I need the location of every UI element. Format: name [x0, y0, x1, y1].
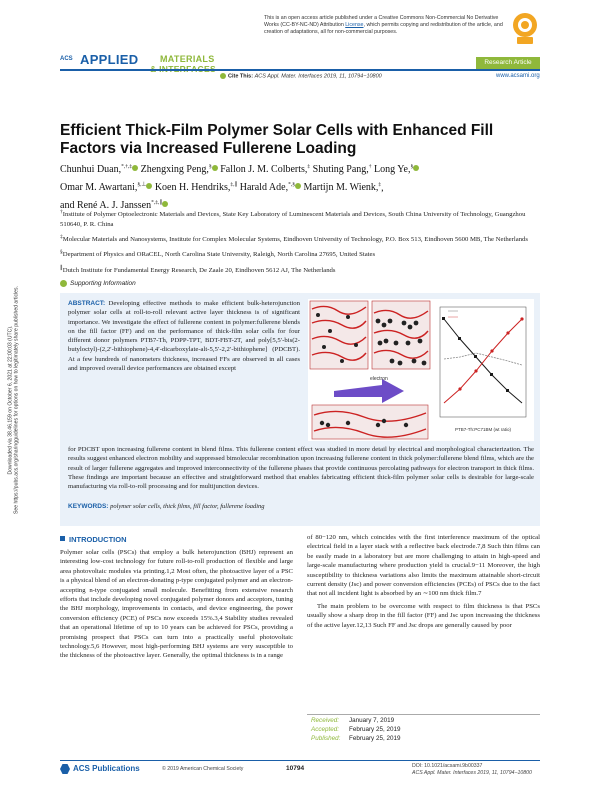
electron-arrow-icon — [334, 379, 404, 403]
graphic-plot — [440, 307, 526, 432]
abstract-text: ABSTRACT: Developing effective methods to make efficient bulk-heterojunction polymer solar cells at roll-to-roll relevant active layer thickness is of significant importance. We investigate the effect of fullerene content in polymer:fullerene blends on the fill factor (FF) and on the performance of thick-film solar cells for four different donor polymers PTB7-Th, PDPP-TPT, BDT-FBT-2T, and poly[5,5′-bis(2-butyloctyl)-(2,2′-bithiophene)-4,4′-dicarboxylate-alt-5,5′-2,2′-bithiophene] (PDCBT). At a few hundreds of nanometers thickness, increased FFs are observed in all cases and improved overall device performances are obtained except — [68, 300, 300, 373]
paragraph: The main problem to be overcome with respect to film thickness is that PSCs usually show a sharp drop in the fill factor (FF) and Jsc upon increasing the thickness of the active layer.12,13 Such FF and Jsc drops are generally caused by poor — [307, 602, 540, 629]
abstract-text-continued: for PDCBT upon increasing fullerene content in blend films. This fullerene content effect was studied in more detail by electrical and morphological characterization. The results suggest enhanced electron mobility and suppressed bimolecular recombination upon increasing fullerene content in thick polymer:fullerene blend films, which are the result of larger fullerene aggregates and improved interconnectivity of the fullerene phases that provide continuous percolating pathways for electron transport in thick films. These findings are important because an effective and straightforward method that enables fabricating efficient thick-film polymer solar cells is desirable for large-scale manufacturing via roll-to-roll processing and for multijunction devices. — [68, 446, 534, 491]
open-access-notice — [264, 15, 504, 36]
author: Long Ye,§ — [374, 164, 419, 175]
footer-rule — [60, 760, 540, 761]
doi-link[interactable]: DOI: 10.1021/acsami.9b00337 — [412, 763, 483, 769]
morphology-panel-high — [372, 301, 430, 369]
header-rule — [60, 69, 540, 71]
journal-url[interactable]: www.acsami.org — [496, 73, 540, 79]
author: Koen H. Hendriks,‡,∥ — [154, 181, 238, 193]
affiliations — [60, 208, 540, 279]
paragraph: of 80−120 nm, which coincides with the first interference maximum of the optical electrical field in a layer stack with a reflective back electrode.7,8 Such thin films can be easily made in a laboratory but are more challenging to attain in high-speed and large-scale manufacturing where production yield is crucial.9−11 Moreover, the high susceptibility to thickness variations also limits the maximum attainable short-circuit current density (Jsc) and power conversion efficiencies (PCEs) of PSCs due to the fact that not all incident light is absorbed by an ∼100 nm thick film.7 — [307, 534, 540, 598]
orcid-icon[interactable] — [413, 165, 419, 171]
cite-label: Cite This: — [228, 73, 254, 80]
acs-hexagon-icon — [60, 764, 70, 774]
keywords-text: polymer solar cells, thick films, fill factor, fullerene loading — [110, 503, 265, 510]
supporting-information-link[interactable]: Supporting Information — [60, 280, 136, 287]
oa-text-after: , which permits copying and redistribution of the article, and creation of adaptations, all for non-commercial purposes. — [264, 22, 503, 35]
cite-icon — [220, 73, 226, 79]
abstract-box — [60, 293, 540, 526]
keywords-label: KEYWORDS: — [68, 503, 109, 510]
author: Shuting Pang,† — [312, 164, 372, 176]
acs-authorchoice-badge-icon — [511, 11, 539, 45]
article-title: Efficient Thick-Film Polymer Solar Cells with Enhanced Fill Factors via Increased Fullerene Loading — [60, 122, 494, 157]
article-dates: Received: January 7, 2019 Accepted: February 25, 2019 Published: February 25, 2019 — [311, 717, 401, 742]
section-bullet-icon — [60, 536, 65, 541]
logo-materials: MATERIALS — [160, 54, 215, 64]
logo-acs: ACS — [60, 56, 73, 62]
dates-rule — [307, 714, 540, 715]
article-type-badge: Research Article — [476, 57, 540, 69]
author: Martijn M. Wienk,‡ — [303, 181, 382, 193]
citation: ACS Appl. Mater. Interfaces 2019, 11, 10794−10800 — [254, 73, 382, 80]
orcid-icon[interactable] — [146, 183, 152, 189]
author: Harald Ade,*,§ — [240, 182, 301, 193]
copyright: © 2019 American Chemical Society — [162, 766, 244, 772]
author: and René A. J. Janssen*,‡,∥ — [60, 200, 168, 211]
download-notice-line2: See https://pubs.acs.org/sharingguidelines for options on how to legitimately share published articles. — [14, 286, 20, 514]
logo-applied: APPLIED — [80, 52, 139, 67]
journal-reference: ACS Appl. Mater. Interfaces 2019, 11, 10794−10800 — [412, 769, 532, 776]
orcid-icon[interactable] — [212, 165, 218, 171]
orcid-icon[interactable] — [132, 165, 138, 171]
toc-graphic — [308, 299, 534, 441]
supporting-info-icon — [60, 280, 67, 287]
graphic-xlabel: PTB7-Th:PC71BM (wt ratio) — [454, 427, 512, 432]
affiliation: †Institute of Polymer Optoelectronic Materials and Devices, State Key Laboratory of Luminescent Materials and Devices, South China University of Technology, Guangzhou 510640, P. R. China — [60, 209, 526, 228]
author: Fallon J. M. Colberts,‡ — [220, 164, 311, 176]
page-number: 10794 — [286, 765, 305, 772]
author: Omar M. Awartani,§,⊥ — [60, 182, 152, 193]
affiliation: ∥Dutch Institute for Fundamental Energy Research, De Zaale 20, Eindhoven 5612 AJ, The Netherlands — [60, 264, 336, 275]
affiliation: §Department of Physics and ORaCEL, North Carolina State University, Raleigh, North Carolina 27695, United States — [60, 249, 376, 259]
section-heading-introduction: INTRODUCTION — [60, 535, 127, 544]
morphology-panel-low — [310, 301, 368, 369]
cite-this[interactable] — [220, 73, 382, 79]
intro-column-right — [307, 533, 540, 630]
orcid-icon[interactable] — [295, 183, 301, 189]
abstract-label: ABSTRACT: — [68, 300, 106, 307]
intro-column-left: Polymer solar cells (PSCs) that employ a bulk heterojunction (BHJ) represent an interesting low-cost technology for future roll-to-roll production of flexible and large area photovoltaic modules via printing.1,2 Most often, the photoactive layer of a PSC is a physical blend of an electron-donating p-type conjugated polymer and an electron-accepting n-type conjugated small molecule. Benefitting from extensive research efforts that include developing novel conjugated polymer donors and acceptors, tuning the BHJ morphology, improvements in contacts, and device engineering, the power conversion efficiency (PCE) of PSCs now exceeds 15%.3,4 Stability studies revealed that an operational lifetime of up to 10 years can be achieved for PSCs, providing a promising prospect that PSCs can turn into a practically useful photovoltaic technology.5,6 However, most high-performing BHJ systems are very susceptible to the thickness of the photoactive layer. Generally, the optimal thickness is in a range — [60, 549, 293, 660]
keywords — [68, 503, 265, 510]
acs-publications-logo[interactable]: ACS Publications — [60, 764, 140, 774]
license-link[interactable]: License — [345, 22, 364, 28]
oa-text-before: This is an open access article published under a Creative Commons Non-Commercial No Derivative Works (CC-BY-NC-ND) Attribution — [264, 15, 499, 28]
download-notice-line1: Downloaded via 38.46.159 on October 6, 2021 at 22:00:03 (UTC). — [7, 325, 14, 475]
download-notice — [1, 215, 27, 585]
doi-block — [412, 763, 532, 777]
author-list: Chunhui Duan,*,†,‡ Zhengxing Peng,§ Fallon J. M. Colberts,‡ Shuting Pang,† Long Ye,§ Omar M. Awartani,§,⊥ Koen H. Hendriks,‡,∥ Harald Ade,*,§ Martijn M. Wienk,‡, and René A. J. Janssen*,‡,∥ — [60, 160, 540, 213]
author: Zhengxing Peng,§ — [141, 164, 218, 175]
orcid-icon[interactable] — [162, 201, 168, 207]
graphic-legend-label: electron — [370, 376, 388, 382]
author: Chunhui Duan,*,†,‡ — [60, 164, 138, 175]
affiliation: ‡Molecular Materials and Nanosystems, Institute for Complex Molecular Systems, Eindhoven University of Technology, P.O. Box 513, Eindhoven 5600 MB, The Netherlands — [60, 233, 528, 244]
